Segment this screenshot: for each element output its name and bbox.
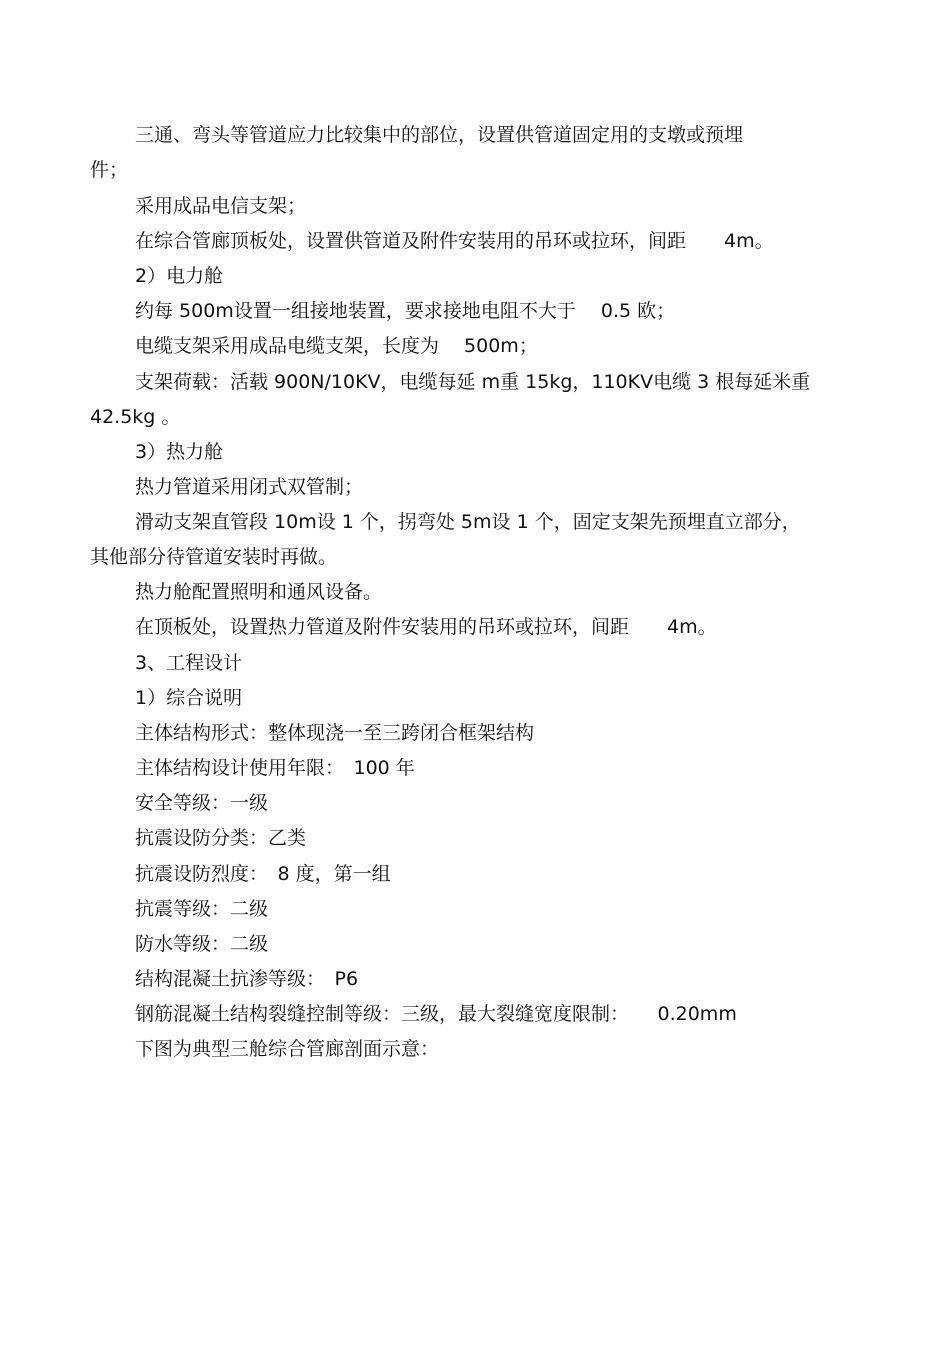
paragraph-line: 在顶板处，设置热力管道及附件安装用的吊环或拉环，间距 4m。 [135, 616, 717, 638]
paragraph-line: 抗震设防分类：乙类 [135, 827, 307, 849]
paragraph-line: 结构混凝土抗渗等级： P6 [135, 968, 359, 990]
paragraph-line: 主体结构设计使用年限： 100 年 [135, 757, 415, 779]
section-heading: 1）综合说明 [135, 687, 243, 709]
paragraph-line: 采用成品电信支架； [135, 195, 307, 217]
paragraph-line: 滑动支架直管段 10m设 1 个，拐弯处 5m设 1 个，固定支架先预埋直立部分， [135, 511, 801, 533]
section-heading: 3）热力舱 [135, 441, 224, 463]
paragraph-line: 抗震等级：二级 [135, 898, 269, 920]
section-heading: 2）电力舱 [135, 265, 224, 287]
paragraph-line: 下图为典型三舱综合管廊剖面示意： [135, 1038, 440, 1060]
paragraph-line: 42.5kg 。 [90, 406, 181, 428]
paragraph-line: 其他部分待管道安装时再做。 [90, 546, 338, 568]
section-heading: 3、工程设计 [135, 652, 243, 674]
paragraph-line: 防水等级：二级 [135, 933, 269, 955]
paragraph-line: 热力管道采用闭式双管制； [135, 476, 364, 498]
paragraph-line: 约每 500m设置一组接地装置，要求接地电阻不大于 0.5 欧； [135, 300, 676, 322]
paragraph-line: 三通、弯头等管道应力比较集中的部位，设置供管道固定用的支墩或预埋 [135, 124, 744, 146]
paragraph-line: 支架荷载：活载 900N/10KV，电缆每延 m重 15kg，110KV电缆 3 根每延米重 [135, 371, 811, 393]
paragraph-line: 在综合管廊顶板处，设置供管道及附件安装用的吊环或拉环，间距 4m。 [135, 230, 774, 252]
paragraph-line: 钢筋混凝土结构裂缝控制等级：三级，最大裂缝宽度限制： 0.20mm [135, 1003, 737, 1025]
paragraph-line: 热力舱配置照明和通风设备。 [135, 581, 383, 603]
paragraph-line: 电缆支架采用成品电缆支架，长度为 500m； [135, 335, 538, 357]
paragraph-line: 件； [90, 159, 129, 181]
paragraph-line: 抗震设防烈度： 8 度，第一组 [135, 863, 391, 885]
paragraph-line: 主体结构形式：整体现浇一至三跨闭合框架结构 [135, 722, 535, 744]
paragraph-line: 安全等级：一级 [135, 792, 269, 814]
